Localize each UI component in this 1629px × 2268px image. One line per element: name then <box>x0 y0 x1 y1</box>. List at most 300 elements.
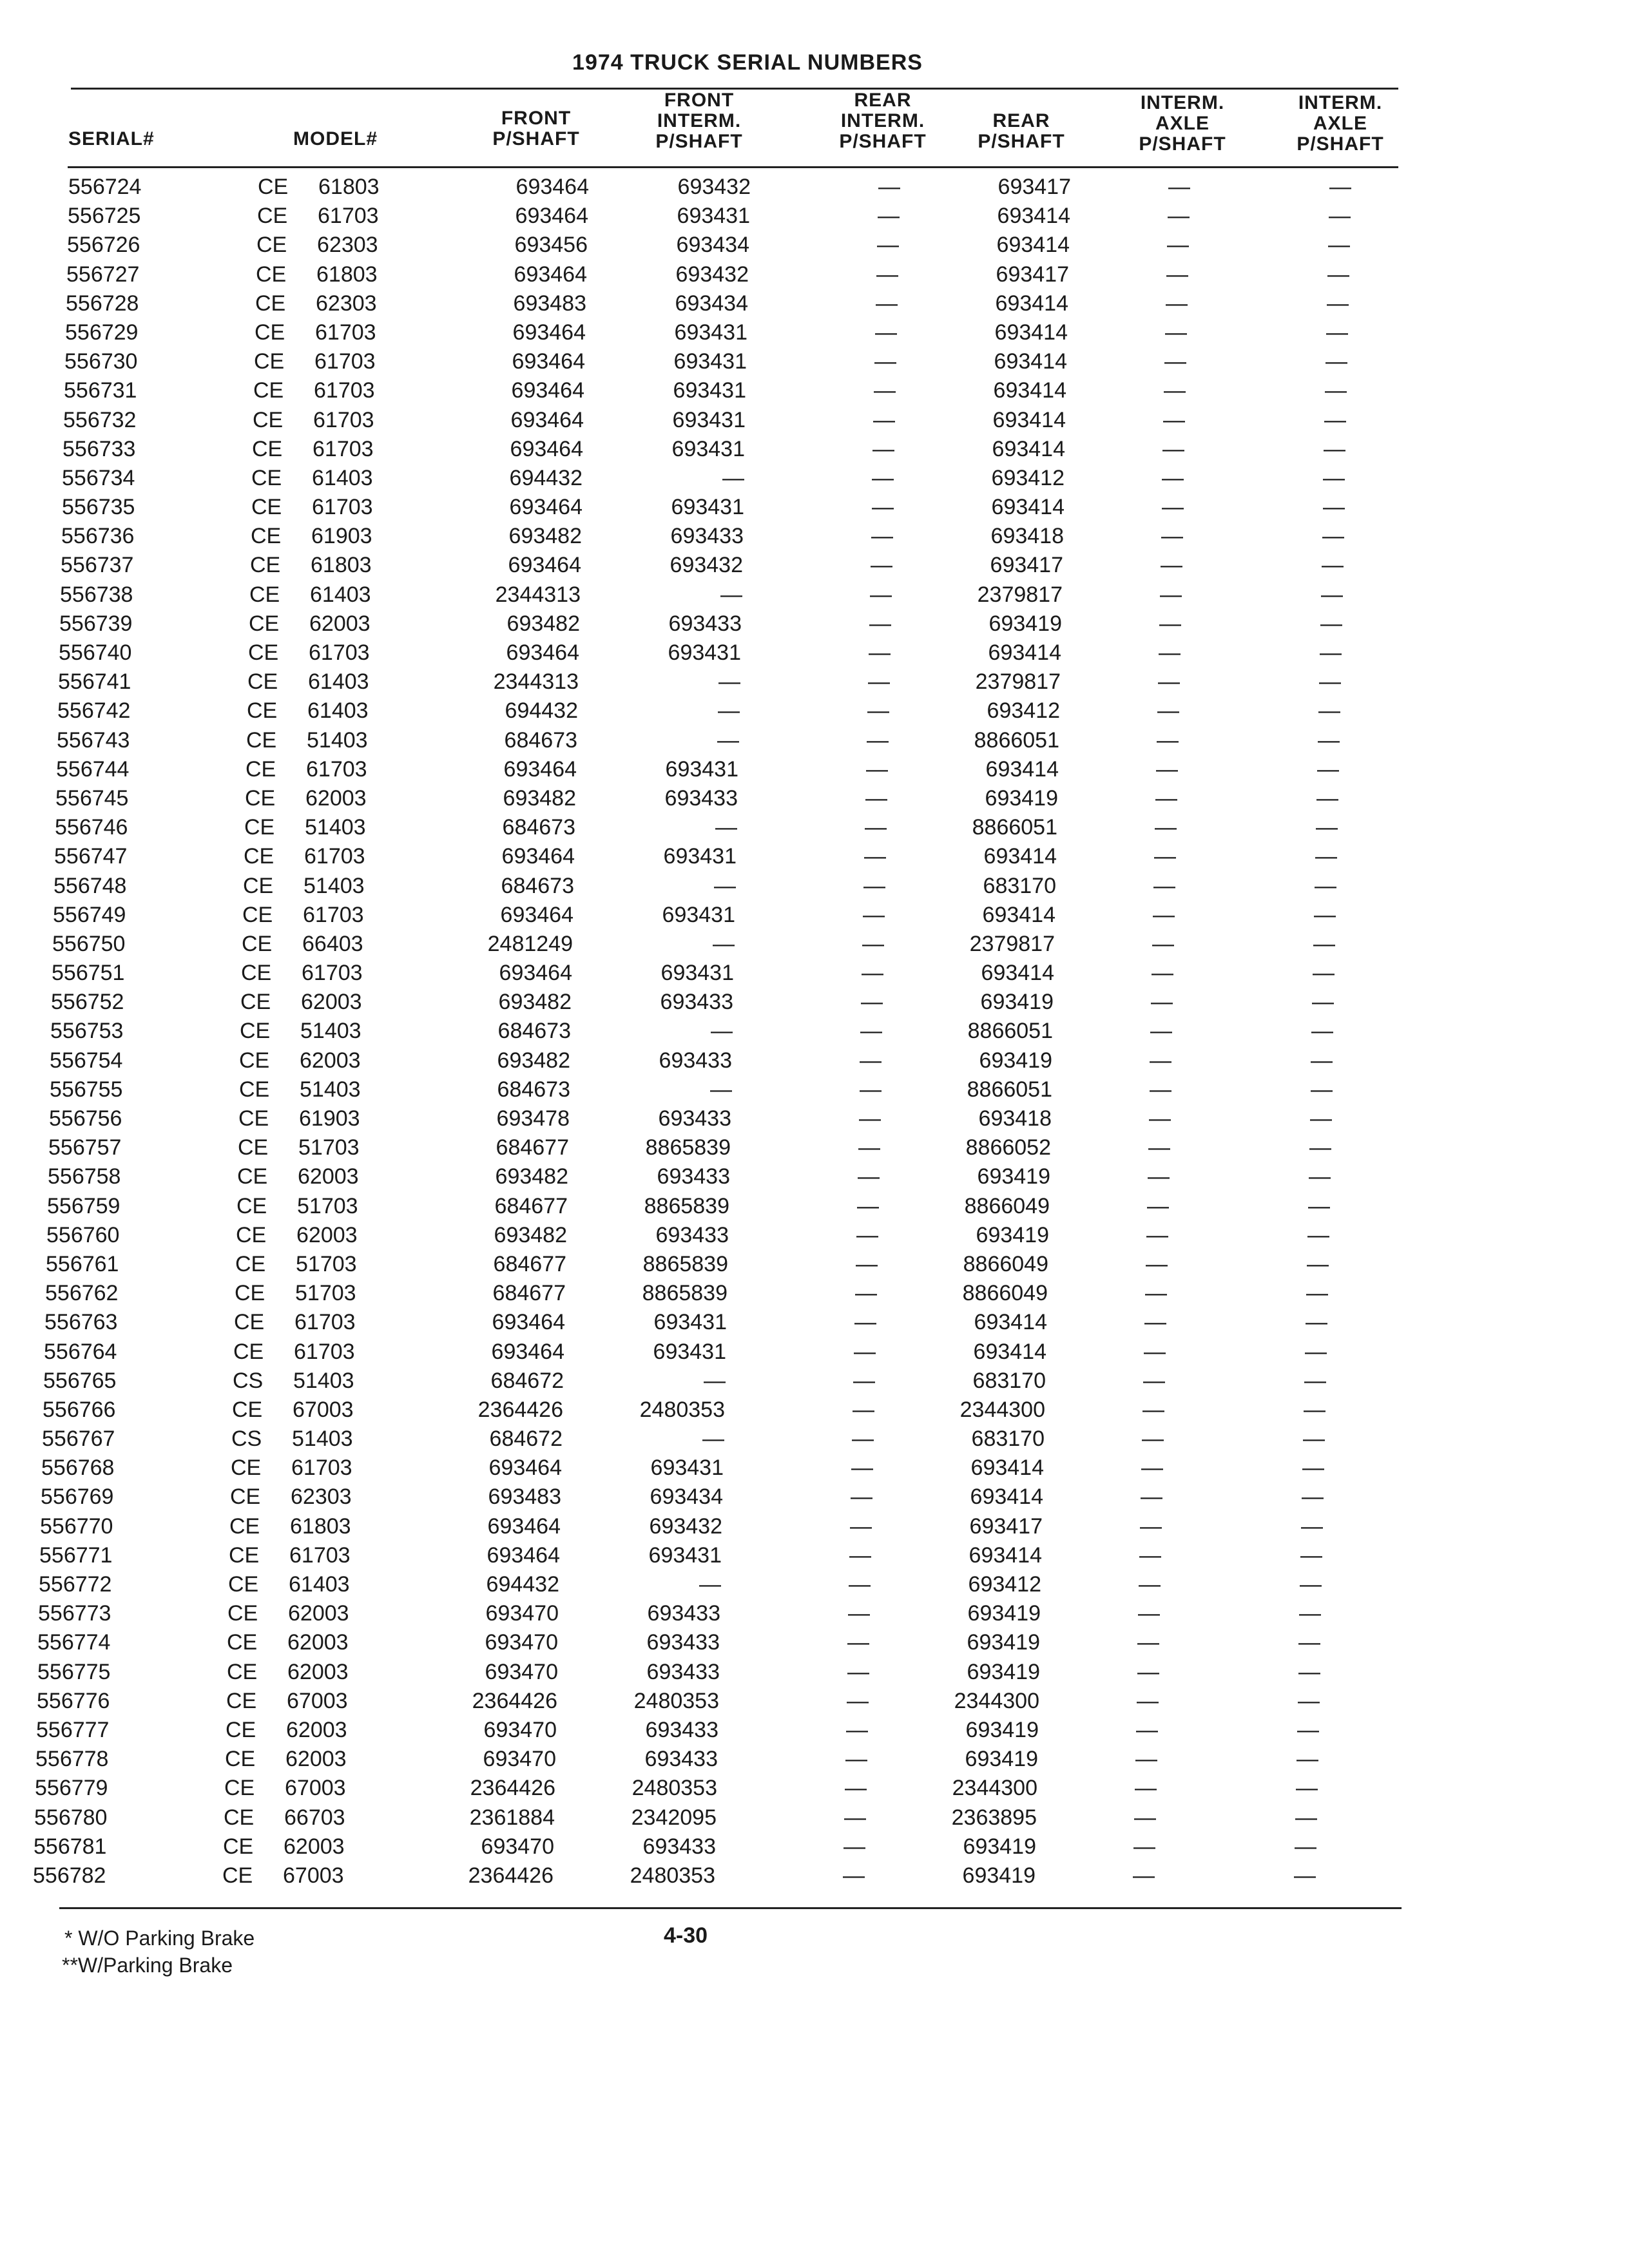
interm-axle-pshaft-cell: — <box>1141 1456 1163 1481</box>
serial-number-cell: 556774 <box>37 1630 111 1655</box>
model-prefix-cell: CE <box>244 844 275 869</box>
interm-axle-pshaft-cell: — <box>1160 582 1182 607</box>
interm-axle-pshaft-cell: — <box>1168 175 1190 199</box>
serial-number-cell: 556772 <box>39 1572 112 1597</box>
rear-interm-pshaft-cell: — <box>876 262 898 287</box>
table-row <box>0 406 1624 435</box>
header-model-line: MODEL# <box>293 128 378 149</box>
rear-pshaft-cell: 683170 <box>983 873 1056 898</box>
table-row <box>0 1017 1611 1046</box>
interm-axle-pshaft-cell: — <box>1134 1805 1156 1830</box>
rear-pshaft-cell: 693414 <box>974 1310 1047 1335</box>
rear-interm-pshaft-cell: — <box>849 1542 871 1568</box>
rear-pshaft-cell: 8866051 <box>967 1019 1053 1044</box>
rear-interm-pshaft-cell: — <box>858 1135 880 1160</box>
interm-axle-pshaft-cell: — <box>1161 553 1182 578</box>
model-prefix-cell: CE <box>248 640 279 665</box>
serial-number-cell: 556724 <box>68 175 142 199</box>
rear-interm-pshaft-cell: — <box>869 640 891 665</box>
model-number-cell: 62003 <box>284 1834 345 1859</box>
serial-number-cell: 556730 <box>64 349 138 374</box>
model-number-cell: 62003 <box>301 990 362 1015</box>
model-prefix-cell: CE <box>229 1542 260 1568</box>
rear-pshaft-cell: 693414 <box>992 436 1065 461</box>
model-number-cell: 61703 <box>315 320 376 345</box>
interm-axle-pshaft-cell: — <box>1137 1659 1159 1684</box>
rear-pshaft-cell: 693417 <box>996 262 1069 287</box>
interm-axle-pshaft-2-cell: — <box>1315 873 1336 898</box>
rear-interm-pshaft-cell: — <box>845 1747 867 1772</box>
interm-axle-pshaft-2-cell: — <box>1296 1776 1318 1801</box>
interm-axle-pshaft-2-cell: — <box>1303 1427 1325 1452</box>
model-prefix-cell: CE <box>223 1834 254 1859</box>
model-number-cell: 61703 <box>304 844 365 869</box>
interm-axle-pshaft-cell: — <box>1138 1601 1160 1626</box>
interm-axle-pshaft-cell: — <box>1137 1630 1159 1655</box>
rear-pshaft-cell: 693417 <box>998 175 1071 199</box>
interm-axle-pshaft-2-cell: — <box>1322 524 1344 549</box>
table-row <box>0 1512 1601 1541</box>
model-prefix-cell: CE <box>230 1485 261 1510</box>
interm-axle-pshaft-2-cell: — <box>1327 262 1349 287</box>
serial-number-cell: 556757 <box>48 1135 122 1160</box>
front-pshaft-cell: 2344313 <box>493 669 579 695</box>
serial-number-cell: 556750 <box>52 931 126 956</box>
header-line: INTERM. <box>840 110 925 131</box>
model-prefix-cell: CE <box>256 262 287 287</box>
page-number: 4-30 <box>664 1923 708 1948</box>
model-prefix-cell: CE <box>231 1456 262 1481</box>
model-number-cell: 61703 <box>306 756 367 782</box>
table-row <box>0 1221 1607 1250</box>
model-prefix-cell: CE <box>238 1135 269 1160</box>
front-interm-pshaft-cell: 693433 <box>642 1834 716 1859</box>
front-interm-pshaft-cell: 693433 <box>644 1747 718 1772</box>
serial-number-cell: 556755 <box>50 1077 123 1102</box>
table-row <box>0 639 1619 668</box>
serial-number-cell: 556759 <box>47 1193 120 1218</box>
front-pshaft-cell: 684673 <box>501 873 574 898</box>
table-row <box>0 1338 1605 1367</box>
serial-number-cell: 556777 <box>36 1717 110 1742</box>
front-interm-pshaft-cell: — <box>713 931 735 956</box>
header-line: P/SHAFT <box>1296 133 1384 155</box>
rear-interm-pshaft-cell: — <box>860 1077 882 1102</box>
serial-number-cell: 556756 <box>49 1106 122 1131</box>
model-prefix-cell: CE <box>226 1717 256 1742</box>
front-interm-pshaft-cell: 693433 <box>668 611 742 636</box>
model-prefix-cell: CE <box>243 873 274 898</box>
model-prefix-cell: CE <box>249 582 280 607</box>
header-line: FRONT <box>501 108 572 129</box>
interm-axle-pshaft-2-cell: — <box>1313 961 1335 986</box>
model-number-cell: 61703 <box>303 902 364 927</box>
rear-pshaft-cell: 693419 <box>977 1164 1050 1189</box>
model-number-cell: 61403 <box>310 582 371 607</box>
serial-number-cell: 556753 <box>50 1019 124 1044</box>
serial-number-cell: 556731 <box>64 378 137 403</box>
rear-interm-pshaft-cell: — <box>872 436 894 461</box>
rear-interm-pshaft-cell: — <box>843 1834 865 1859</box>
serial-number-cell: 556742 <box>57 698 131 724</box>
front-pshaft-cell: 684677 <box>494 1193 568 1218</box>
front-interm-pshaft-cell: — <box>722 465 744 490</box>
front-interm-pshaft-cell: — <box>702 1427 724 1452</box>
interm-axle-pshaft-cell: — <box>1157 727 1179 753</box>
interm-axle-pshaft-2-cell: — <box>1323 465 1345 490</box>
header-front-pshaft <box>485 108 588 149</box>
front-interm-pshaft-cell: — <box>718 698 740 724</box>
rear-interm-pshaft-cell: — <box>878 204 900 229</box>
interm-axle-pshaft-2-cell: — <box>1302 1456 1324 1481</box>
header-line: REAR <box>992 110 1050 131</box>
interm-axle-pshaft-2-cell: — <box>1299 1601 1321 1626</box>
front-pshaft-cell: 693464 <box>511 378 584 403</box>
interm-axle-pshaft-2-cell: — <box>1325 378 1347 403</box>
model-number-cell: 51403 <box>307 727 368 753</box>
serial-number-cell: 556740 <box>59 640 132 665</box>
rear-pshaft-cell: 2344300 <box>952 1776 1037 1801</box>
model-prefix-cell: CE <box>227 1659 258 1684</box>
interm-axle-pshaft-cell: — <box>1158 669 1180 695</box>
model-number-cell: 62003 <box>305 785 367 811</box>
model-number-cell: 51703 <box>295 1281 356 1306</box>
header-line: AXLE <box>1313 113 1367 134</box>
rear-pshaft-cell: 693412 <box>987 698 1060 724</box>
serial-number-cell: 556782 <box>33 1863 106 1888</box>
front-interm-pshaft-cell: 2480353 <box>639 1397 725 1422</box>
serial-table <box>0 173 1629 1890</box>
rear-interm-pshaft-cell: — <box>863 873 885 898</box>
model-number-cell: 62003 <box>288 1601 349 1626</box>
serial-number-cell: 556771 <box>39 1542 113 1568</box>
rear-interm-pshaft-cell: — <box>870 582 892 607</box>
front-pshaft-cell: 693470 <box>485 1601 559 1626</box>
model-prefix-cell: CE <box>226 1688 257 1713</box>
serial-number-cell: 556747 <box>54 844 128 869</box>
bottom-rule <box>59 1907 1402 1909</box>
interm-axle-pshaft-cell: — <box>1164 349 1186 374</box>
interm-axle-pshaft-cell: — <box>1153 873 1175 898</box>
front-interm-pshaft-cell: 693431 <box>677 204 750 229</box>
rear-pshaft-cell: 693414 <box>970 1456 1044 1481</box>
front-pshaft-cell: 684673 <box>502 815 575 840</box>
rear-pshaft-cell: 8866049 <box>962 1281 1048 1306</box>
rear-interm-pshaft-cell: — <box>860 1048 882 1073</box>
front-interm-pshaft-cell: 693431 <box>674 320 747 345</box>
front-interm-pshaft-cell: 693434 <box>676 233 749 258</box>
rear-pshaft-cell: 8866051 <box>974 727 1059 753</box>
interm-axle-pshaft-2-cell: — <box>1294 1863 1316 1888</box>
rear-pshaft-cell: 2344300 <box>959 1397 1045 1422</box>
model-prefix-cell: CE <box>229 1514 260 1539</box>
rear-pshaft-cell: 693414 <box>995 291 1068 316</box>
header-rear-interm <box>828 90 938 152</box>
table-row <box>0 231 1628 260</box>
model-number-cell: 61703 <box>314 378 375 403</box>
table-row <box>0 1570 1599 1599</box>
front-interm-pshaft-cell: 693431 <box>653 1310 727 1335</box>
interm-axle-pshaft-2-cell: — <box>1295 1834 1316 1859</box>
model-number-cell: 51403 <box>300 1019 361 1044</box>
serial-number-cell: 556773 <box>38 1601 111 1626</box>
front-pshaft-cell: 693464 <box>508 553 581 578</box>
header-interm-axle <box>1128 93 1237 155</box>
header-interm-axle-2 <box>1286 93 1395 155</box>
interm-axle-pshaft-2-cell: — <box>1324 407 1346 432</box>
table-row <box>0 376 1624 405</box>
model-prefix-cell: CE <box>256 233 287 258</box>
front-pshaft-cell: 2344313 <box>495 582 581 607</box>
front-pshaft-cell: 684677 <box>496 1135 569 1160</box>
footnote-without-brake: * W/O Parking Brake <box>64 1927 255 1950</box>
front-interm-pshaft-cell: 693432 <box>677 175 751 199</box>
interm-axle-pshaft-2-cell: — <box>1298 1688 1320 1713</box>
model-number-cell: 61403 <box>312 465 373 490</box>
interm-axle-pshaft-cell: — <box>1166 291 1188 316</box>
front-pshaft-cell: 693482 <box>506 611 580 636</box>
front-pshaft-cell: 2364426 <box>477 1397 563 1422</box>
table-row <box>0 493 1623 522</box>
table-row <box>0 1628 1598 1657</box>
interm-axle-pshaft-cell: — <box>1146 1222 1168 1247</box>
interm-axle-pshaft-2-cell: — <box>1320 640 1342 665</box>
interm-axle-pshaft-2-cell: — <box>1295 1805 1317 1830</box>
interm-axle-pshaft-2-cell: — <box>1304 1397 1325 1422</box>
model-prefix-cell: CE <box>254 349 285 374</box>
model-prefix-cell: CE <box>236 1222 267 1247</box>
rear-pshaft-cell: 2379817 <box>975 669 1061 695</box>
header-rule <box>68 166 1398 168</box>
table-row <box>0 1541 1600 1570</box>
serial-number-cell: 556780 <box>34 1805 108 1830</box>
interm-axle-pshaft-cell: — <box>1162 495 1184 520</box>
serial-number-cell: 556754 <box>50 1048 123 1073</box>
interm-axle-pshaft-cell: — <box>1133 1834 1155 1859</box>
rear-pshaft-cell: 693419 <box>976 1222 1049 1247</box>
interm-axle-pshaft-cell: — <box>1139 1572 1161 1597</box>
table-row <box>0 202 1628 231</box>
model-prefix-cell: CE <box>253 407 284 432</box>
header-rear-pshaft <box>967 111 1076 152</box>
model-number-cell: 51403 <box>292 1427 353 1452</box>
model-prefix-cell: CE <box>228 1572 259 1597</box>
interm-axle-pshaft-cell: — <box>1152 961 1173 986</box>
table-row <box>0 581 1621 610</box>
interm-axle-pshaft-2-cell: — <box>1316 815 1338 840</box>
model-number-cell: 51703 <box>298 1135 360 1160</box>
model-prefix-cell: CE <box>240 990 271 1015</box>
rear-pshaft-cell: 693414 <box>970 1485 1043 1510</box>
front-interm-pshaft-cell: 693431 <box>673 349 747 374</box>
model-number-cell: 61903 <box>299 1106 360 1131</box>
model-number-cell: 51703 <box>297 1193 358 1218</box>
front-pshaft-cell: 693464 <box>509 495 583 520</box>
front-interm-pshaft-cell: 693431 <box>668 640 741 665</box>
rear-interm-pshaft-cell: — <box>851 1485 872 1510</box>
model-number-cell: 62003 <box>309 611 371 636</box>
interm-axle-pshaft-2-cell: — <box>1310 1106 1332 1131</box>
model-prefix-cell: CE <box>227 1601 258 1626</box>
rear-pshaft-cell: 693414 <box>988 640 1061 665</box>
rear-pshaft-cell: 693412 <box>991 465 1065 490</box>
front-pshaft-cell: 693464 <box>510 407 584 432</box>
model-prefix-cell: CE <box>244 815 275 840</box>
front-interm-pshaft-cell: 693431 <box>673 378 746 403</box>
interm-axle-pshaft-cell: — <box>1155 785 1177 811</box>
front-interm-pshaft-cell: 8865839 <box>644 1193 729 1218</box>
front-pshaft-cell: 684677 <box>493 1251 566 1276</box>
header-line: P/SHAFT <box>655 131 743 152</box>
table-row <box>0 1425 1603 1454</box>
model-number-cell: 62303 <box>317 233 378 258</box>
rear-pshaft-cell: 693414 <box>969 1542 1042 1568</box>
model-prefix-cell: CE <box>249 611 280 636</box>
front-interm-pshaft-cell: 693431 <box>650 1456 724 1481</box>
table-row <box>0 988 1612 1017</box>
table-row <box>0 901 1614 930</box>
model-number-cell: 61703 <box>318 204 379 229</box>
front-interm-pshaft-cell: 693433 <box>646 1659 720 1684</box>
front-interm-pshaft-cell: 8865839 <box>642 1251 728 1276</box>
model-number-cell: 66403 <box>302 931 363 956</box>
front-pshaft-cell: 684672 <box>489 1427 563 1452</box>
front-interm-pshaft-cell: 693433 <box>670 524 744 549</box>
model-prefix-cell: CE <box>235 1251 266 1276</box>
interm-axle-pshaft-2-cell: — <box>1300 1542 1322 1568</box>
interm-axle-pshaft-2-cell: — <box>1322 553 1344 578</box>
front-interm-pshaft-cell: 693432 <box>675 262 749 287</box>
front-interm-pshaft-cell: — <box>699 1572 721 1597</box>
model-number-cell: 61403 <box>308 669 369 695</box>
model-number-cell: 61703 <box>313 436 374 461</box>
interm-axle-pshaft-2-cell: — <box>1312 990 1334 1015</box>
rear-pshaft-cell: 8866051 <box>967 1077 1052 1102</box>
interm-axle-pshaft-2-cell: — <box>1300 1572 1322 1597</box>
header-line: INTERM. <box>1298 92 1383 113</box>
interm-axle-pshaft-cell: — <box>1155 815 1177 840</box>
rear-interm-pshaft-cell: — <box>850 1514 872 1539</box>
serial-number-cell: 556758 <box>48 1164 121 1189</box>
rear-interm-pshaft-cell: — <box>877 233 899 258</box>
serial-number-cell: 556726 <box>67 233 140 258</box>
header-line: P/SHAFT <box>1139 133 1226 155</box>
interm-axle-pshaft-2-cell: — <box>1298 1659 1320 1684</box>
interm-axle-pshaft-cell: — <box>1144 1310 1166 1335</box>
model-prefix-cell: CE <box>255 320 285 345</box>
front-interm-pshaft-cell: 693431 <box>653 1339 726 1364</box>
rear-pshaft-cell: 693419 <box>967 1601 1041 1626</box>
rear-pshaft-cell: 693414 <box>985 756 1059 782</box>
serial-number-cell: 556735 <box>62 495 135 520</box>
serial-number-cell: 556743 <box>57 727 130 753</box>
header-line: P/SHAFT <box>839 131 927 152</box>
rear-pshaft-cell: 8866049 <box>963 1251 1048 1276</box>
interm-axle-pshaft-cell: — <box>1135 1776 1157 1801</box>
front-interm-pshaft-cell: 693434 <box>675 291 748 316</box>
rear-interm-pshaft-cell: — <box>867 727 889 753</box>
serial-number-cell: 556741 <box>58 669 131 695</box>
model-number-cell: 61803 <box>290 1514 351 1539</box>
rear-interm-pshaft-cell: — <box>846 1717 868 1742</box>
interm-axle-pshaft-2-cell: — <box>1309 1164 1331 1189</box>
rear-interm-pshaft-cell: — <box>869 611 891 636</box>
interm-axle-pshaft-cell: — <box>1156 756 1178 782</box>
model-number-cell: 62003 <box>285 1747 347 1772</box>
interm-axle-pshaft-2-cell: — <box>1301 1514 1323 1539</box>
interm-axle-pshaft-cell: — <box>1137 1688 1159 1713</box>
front-interm-pshaft-cell: — <box>720 582 742 607</box>
rear-interm-pshaft-cell: — <box>865 815 887 840</box>
front-interm-pshaft-cell: 8865839 <box>642 1281 728 1306</box>
front-pshaft-cell: 693464 <box>514 262 587 287</box>
rear-interm-pshaft-cell: — <box>875 320 897 345</box>
front-interm-pshaft-cell: 693431 <box>665 756 738 782</box>
interm-axle-pshaft-2-cell: — <box>1314 902 1336 927</box>
rear-interm-pshaft-cell: — <box>864 844 886 869</box>
model-number-cell: 62003 <box>286 1717 347 1742</box>
rear-pshaft-cell: 693419 <box>980 990 1054 1015</box>
model-number-cell: 61703 <box>309 640 370 665</box>
model-number-cell: 61703 <box>294 1339 355 1364</box>
model-number-cell: 61803 <box>311 553 372 578</box>
rear-pshaft-cell: 693414 <box>982 902 1055 927</box>
model-number-cell: 67003 <box>285 1776 346 1801</box>
rear-interm-pshaft-cell: — <box>856 1251 878 1276</box>
interm-axle-pshaft-2-cell: — <box>1316 785 1338 811</box>
serial-number-cell: 556727 <box>66 262 140 287</box>
model-number-cell: 61403 <box>289 1572 350 1597</box>
front-pshaft-cell: 693482 <box>497 1048 570 1073</box>
front-interm-pshaft-cell: 2342095 <box>631 1805 717 1830</box>
rear-interm-pshaft-cell: — <box>866 756 888 782</box>
table-row <box>0 260 1627 289</box>
front-pshaft-cell: 693470 <box>483 1717 557 1742</box>
rear-interm-pshaft-cell: — <box>863 902 885 927</box>
interm-axle-pshaft-cell: — <box>1149 1106 1171 1131</box>
interm-axle-pshaft-2-cell: — <box>1298 1630 1320 1655</box>
rear-pshaft-cell: 693414 <box>981 961 1054 986</box>
model-prefix-cell: CE <box>240 1019 271 1044</box>
model-prefix-cell: CE <box>225 1747 256 1772</box>
interm-axle-pshaft-2-cell: — <box>1317 756 1339 782</box>
table-row <box>0 1658 1598 1687</box>
serial-number-cell: 556746 <box>55 815 128 840</box>
rear-pshaft-cell: 693419 <box>979 1048 1052 1073</box>
model-number-cell: 61703 <box>289 1542 351 1568</box>
model-prefix-cell: CE <box>258 175 289 199</box>
table-row <box>0 1133 1609 1162</box>
front-pshaft-cell: 693470 <box>483 1747 556 1772</box>
front-interm-pshaft-cell: 693431 <box>672 407 746 432</box>
front-interm-pshaft-cell: — <box>718 669 740 695</box>
front-interm-pshaft-cell: 693433 <box>645 1717 718 1742</box>
interm-axle-pshaft-2-cell: — <box>1319 669 1341 695</box>
rear-pshaft-cell: 693419 <box>988 611 1062 636</box>
table-row <box>0 697 1618 726</box>
interm-axle-pshaft-cell: — <box>1147 1193 1169 1218</box>
table-row <box>0 1075 1610 1104</box>
rear-interm-pshaft-cell: — <box>851 1456 873 1481</box>
interm-axle-pshaft-2-cell: — <box>1321 582 1343 607</box>
model-number-cell: 67003 <box>293 1397 354 1422</box>
interm-axle-pshaft-2-cell: — <box>1305 1339 1327 1364</box>
interm-axle-pshaft-cell: — <box>1150 1048 1171 1073</box>
rear-pshaft-cell: 693419 <box>967 1659 1040 1684</box>
serial-number-cell: 556749 <box>53 902 126 927</box>
front-interm-pshaft-cell: 693431 <box>663 844 737 869</box>
serial-number-cell: 556752 <box>51 990 124 1015</box>
